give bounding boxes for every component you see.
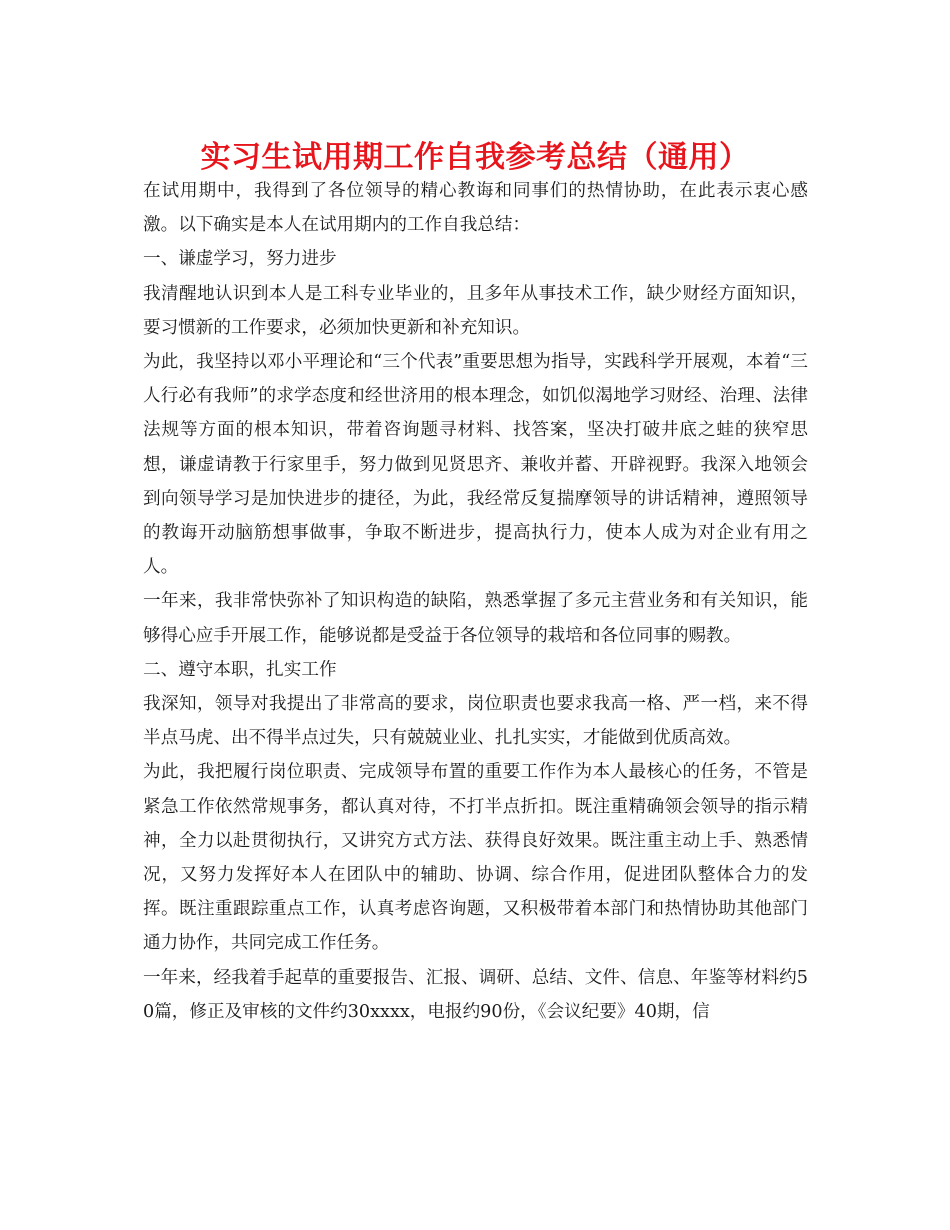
section-heading-1: 一、谦虚学习，努力进步 (143, 249, 337, 270)
body-paragraph: 一年来，我非常快弥补了知识构造的缺陷，熟悉掌握了多元主营业务和有关知识，能够得心应手开展工作，能够说都是受益于各位领导的栽培和各位同事的赐教。 (143, 591, 808, 646)
body-paragraph: 一年来，经我着手起草的重要报告、汇报、调研、总结、文件、信息、年鉴等材料约50篇，修正及审核的文件约30xxxx，电报约90份，《会议纪要》40期，信 (143, 967, 808, 1022)
section-heading-2: 二、遵守本职，扎实工作 (143, 659, 337, 680)
body-paragraph: 我清醒地认识到本人是工科专业毕业的，且多年从事技术工作，缺少财经方面知识，要习惯新的工作要求，必须加快更新和补充知识。 (143, 283, 808, 338)
body-paragraph: 为此，我把履行岗位职责、完成领导布置的重要工作作为本人最核心的任务，不管是紧急工作依然常规事务，都认真对待，不打半点折扣。既注重精确领会领导的指示精神，全力以赴贯彻执行，又讲究方式方法、获得良好效果。既注重主动上手、熟悉情况，又努力发挥好本人在团队中的辅助、协调、综合作用，促进团队整体合力的发挥。既注重跟踪重点工作，认真考虑咨询题，又积极带着本部门和热情协助其他部门通力协作，共同完成工作任务。 (143, 762, 808, 954)
document-title: 实习生试用期工作自我参考总结（通用） (200, 140, 750, 175)
body-paragraph: 我深知，领导对我提出了非常高的要求，岗位职责也要求我高一格、严一档，来不得半点马虎、出不得半点过失，只有兢兢业业、扎扎实实，才能做到优质高效。 (143, 694, 808, 749)
document-body (143, 174, 808, 1029)
intro-paragraph: 在试用期中，我得到了各位领导的精心教诲和同事们的热情协助，在此表示衷心感激。以下确实是本人在试用期内的工作自我总结： (143, 181, 808, 236)
body-paragraph: 为此，我坚持以邓小平理论和“三个代表”重要思想为指导，实践科学开展观，本着“三人行必有我师”的求学态度和经世济用的根本理念，如饥似渴地学习财经、治理、法律法规等方面的根本知识，带着咨询题寻材料、找答案，坚决打破井底之蛙的狭窄思想，谦虚请教于行家里手，努力做到见贤思齐、兼收并蓄、开辟视野。我深入地领会到向领导学习是加快进步的捷径，为此，我经常反复揣摩领导的讲话精神，遵照领导的教诲开动脑筋想事做事，争取不断进步，提高执行力，使本人成为对企业有用之人。 (143, 352, 808, 578)
